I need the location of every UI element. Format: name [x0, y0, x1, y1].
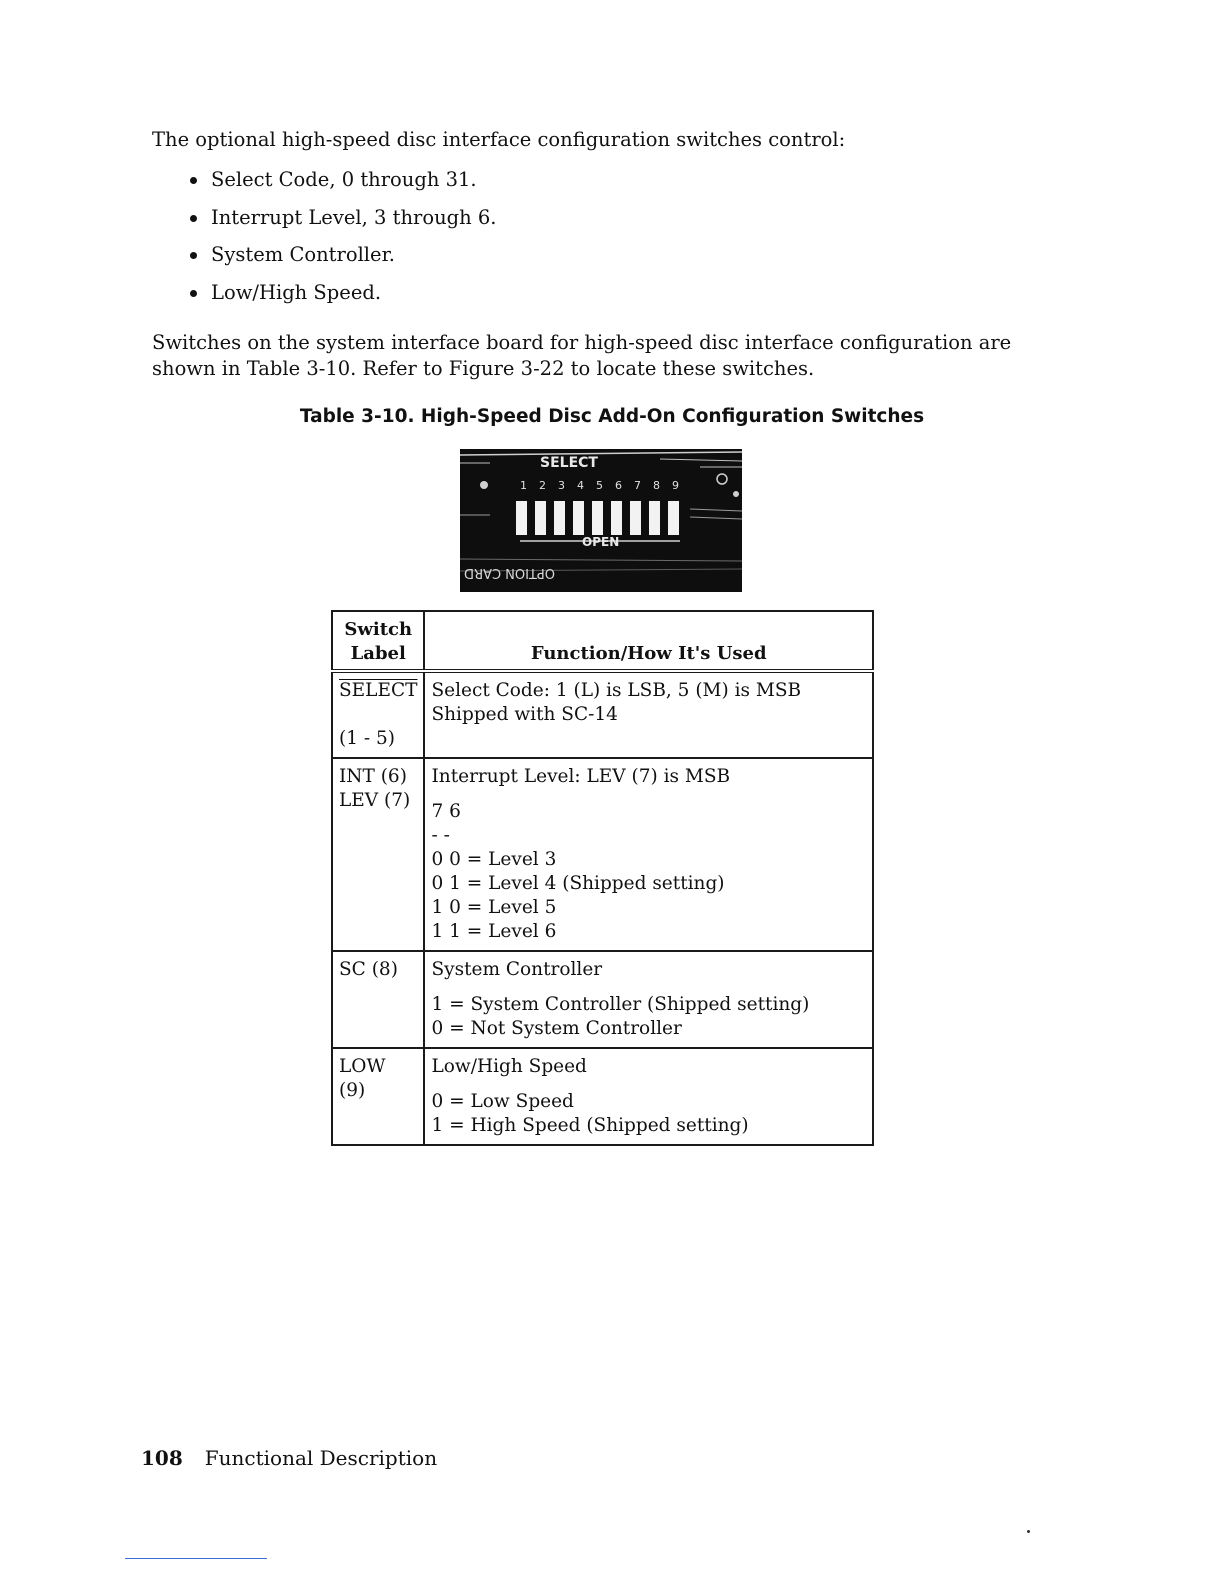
- photo-bottom-label: OPTION CARD: [464, 565, 555, 580]
- dip-switch-illustration: [460, 449, 742, 592]
- table-row: [332, 1048, 873, 1145]
- row-label-cell: INT (6) LEV (7): [332, 758, 424, 951]
- row-function-cell: Low/High Speed 0 = Low Speed 1 = High Speed (Shipped setting): [424, 1048, 873, 1145]
- photo-switch-number: 5: [596, 479, 603, 492]
- page-number: 108: [141, 1446, 183, 1470]
- switch-block-photo: [460, 449, 742, 592]
- photo-switch-number: 4: [577, 479, 584, 492]
- body-paragraph: Switches on the system interface board for high-speed disc interface configuration are shown in Table 3-10. Refer to Figure 3-22 to locate these switches.: [152, 331, 1012, 380]
- table-header-row: [332, 611, 873, 671]
- intro-text: The optional high-speed disc interface configuration switches control:: [152, 128, 846, 151]
- page-footer: [141, 1446, 437, 1470]
- header-function: Function/How It's Used: [424, 611, 873, 671]
- dip-switch-paddle: [611, 501, 622, 535]
- table-caption: Table 3-10. High-Speed Disc Add-On Configuration Switches: [299, 406, 925, 427]
- row-label-cell: LOW (9): [332, 1048, 424, 1145]
- scan-speck: [1027, 1530, 1030, 1533]
- header-switch-label: Switch Label: [332, 611, 424, 671]
- configuration-switches-table: [331, 610, 874, 1146]
- dip-switch-paddle: [516, 501, 527, 535]
- table-row: [332, 758, 873, 951]
- bullet-item: Interrupt Level, 3 through 6.: [190, 205, 497, 243]
- bullet-dot-icon: [190, 177, 197, 184]
- photo-switch-number: 3: [558, 479, 565, 492]
- bullet-item: Low/High Speed.: [190, 280, 497, 318]
- dip-switch-paddle: [554, 501, 565, 535]
- row-function-cell: Interrupt Level: LEV (7) is MSB 7 6 - - 0 0 = Level 3 0 1 = Level 4 (Shipped setting) 1 0 = Level 5 1 1 = Level 6: [424, 758, 873, 951]
- photo-switch-number: 7: [634, 479, 641, 492]
- photo-switch-number: 1: [520, 479, 527, 492]
- photo-switch-number: 8: [653, 479, 660, 492]
- dip-switch-paddle: [573, 501, 584, 535]
- row-label-cell: SC (8): [332, 951, 424, 1048]
- row-function-cell: Select Code: 1 (L) is LSB, 5 (M) is MSB Shipped with SC-14: [424, 671, 873, 758]
- photo-open-label: OPEN: [582, 535, 620, 549]
- footer-section: Functional Description: [204, 1446, 438, 1470]
- photo-switch-number: 9: [672, 479, 679, 492]
- bullet-list: [190, 167, 497, 318]
- photo-switch-number: 2: [539, 479, 546, 492]
- photo-switch-number: 6: [615, 479, 622, 492]
- dip-switch-paddle: [630, 501, 641, 535]
- bullet-dot-icon: [190, 215, 197, 222]
- dip-switch-paddle: [668, 501, 679, 535]
- dip-switch-paddle: [649, 501, 660, 535]
- bullet-dot-icon: [190, 252, 197, 259]
- bullet-dot-icon: [190, 290, 197, 297]
- row-function-cell: System Controller 1 = System Controller (Shipped setting) 0 = Not System Controller: [424, 951, 873, 1048]
- table-row: [332, 671, 873, 758]
- footnote-rule: [125, 1558, 267, 1559]
- photo-select-label: SELECT: [540, 455, 598, 471]
- bullet-item: Select Code, 0 through 31.: [190, 167, 497, 205]
- table-row: [332, 951, 873, 1048]
- row-label-cell: SELECT (1 - 5): [332, 671, 424, 758]
- bullet-item: System Controller.: [190, 242, 497, 280]
- dip-switch-paddle: [592, 501, 603, 535]
- dip-switch-paddle: [535, 501, 546, 535]
